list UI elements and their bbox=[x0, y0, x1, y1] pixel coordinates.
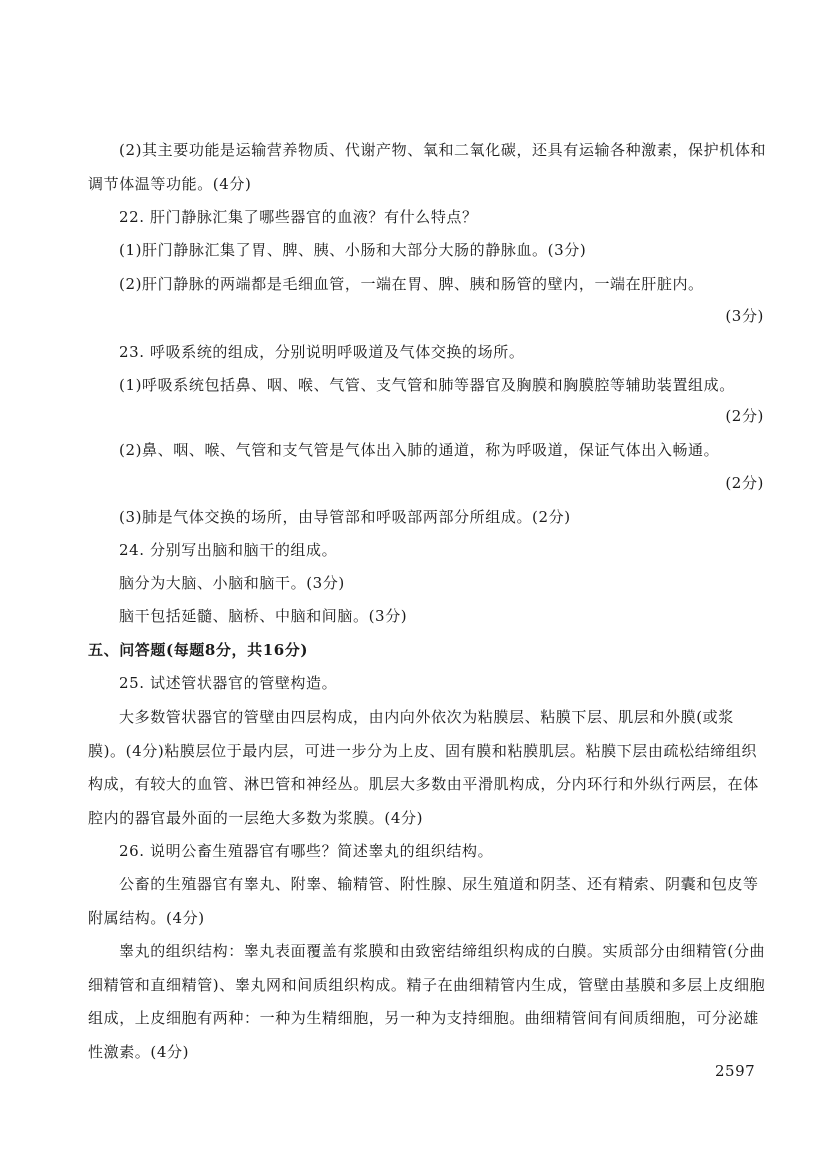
answer-22-part-2-score: (3分) bbox=[725, 307, 764, 325]
question-24: 24. 分别写出脑和脑干的组成。 bbox=[119, 541, 338, 559]
question-23: 23. 呼吸系统的组成，分别说明呼吸道及气体交换的场所。 bbox=[119, 343, 525, 361]
answer-23-part-3: (3)肺是气体交换的场所，由导管部和呼吸部两部分所组成。(2分) bbox=[119, 508, 571, 526]
answer-21-part-2: (2)其主要功能是运输营养物质、代谢产物、氧和二氧化碳，还具有运输各种激素，保护机体和调节体温等功能。(4分) bbox=[88, 141, 767, 193]
answer-23-part-2-score: (2分) bbox=[725, 474, 764, 492]
section-heading-5: 五、问答题(每题8分，共16分) bbox=[88, 641, 309, 659]
answer-22-part-2: (2)肝门静脉的两端都是毛细血管，一端在胃、脾、胰和肠管的壁内，一端在肝脏内。 bbox=[119, 275, 704, 293]
answer-26-part-1: 公畜的生殖器官有睾丸、附睾、输精管、附性腺、尿生殖道和阴茎、还有精索、阴囊和包皮等附属结构。(4分) bbox=[88, 875, 759, 927]
answer-22-part-1: (1)肝门静脉汇集了胃、脾、胰、小肠和大部分大肠的静脉血。(3分) bbox=[119, 241, 587, 259]
answer-25: 大多数管状器官的管壁由四层构成，由内向外依次为粘膜层、粘膜下层、肌层和外膜(或浆膜)。(4分)粘膜层位于最内层，可进一步分为上皮、固有膜和粘膜肌层。粘膜下层由疏松结缔组织构成，有较大的血管、淋巴管和神经丛。肌层大多数由平滑肌构成，分内环行和外纵行两层，在体腔内的器官最外面的一层绝大多数为浆膜。(4分) bbox=[88, 708, 759, 827]
answer-24-line-2: 脑干包括延髓、脑桥、中脑和间脑。(3分) bbox=[119, 607, 408, 625]
answer-24-line-1: 脑分为大脑、小脑和脑干。(3分) bbox=[119, 574, 345, 592]
question-25: 25. 试述管状器官的管壁构造。 bbox=[119, 674, 338, 692]
answer-26-part-2: 睾丸的组织结构：睾丸表面覆盖有浆膜和由致密结缔组织构成的白膜。实质部分由细精管(分曲细精管和直细精管)、睾丸网和间质组织构成。精子在曲细精管内生成，管壁由基膜和多层上皮细胞组成，上皮细胞有两种：一种为生精细胞，另一种为支持细胞。曲细精管间有间质细胞，可分泌雄性激素。(4分) bbox=[88, 942, 766, 1061]
answer-23-part-2: (2)鼻、咽、喉、气管和支气管是气体出入肺的通道，称为呼吸道，保证气体出入畅通。 bbox=[119, 441, 720, 459]
answer-23-part-1: (1)呼吸系统包括鼻、咽、喉、气管、支气管和肺等器官及胸膜和胸膜腔等辅助装置组成。 bbox=[119, 376, 735, 394]
page-number: 2597 bbox=[715, 1062, 756, 1080]
question-22: 22. 肝门静脉汇集了哪些器官的血液？有什么特点？ bbox=[119, 208, 478, 226]
answer-23-part-1-score: (2分) bbox=[725, 407, 764, 425]
question-26: 26. 说明公畜生殖器官有哪些？简述睾丸的组织结构。 bbox=[119, 842, 494, 860]
